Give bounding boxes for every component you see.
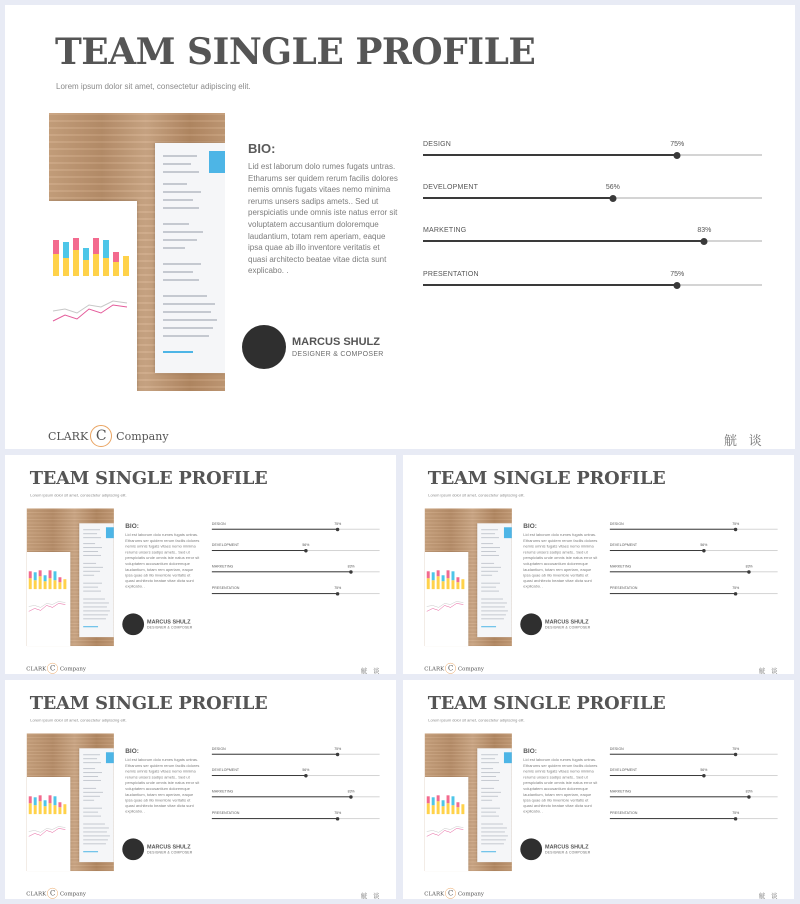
skill-dot xyxy=(336,817,339,820)
skill-fill xyxy=(212,529,338,530)
skill-dot xyxy=(734,528,737,531)
skill-dot xyxy=(336,753,339,756)
avatar xyxy=(520,613,542,635)
skill-percent: 83% xyxy=(347,564,355,569)
skill-percent: 75% xyxy=(334,586,342,591)
slide-thumbnail-large[interactable] xyxy=(5,5,795,449)
logo-word-left: CLARK xyxy=(48,429,89,443)
skill-percent: 75% xyxy=(732,811,740,816)
logo-word-left: CLARK xyxy=(26,890,47,897)
skill-track xyxy=(610,775,778,776)
profile-photo xyxy=(49,113,225,391)
skill-dot xyxy=(702,549,705,552)
skill-track xyxy=(610,529,778,530)
bio-heading: BIO: xyxy=(125,522,139,530)
skill-dot xyxy=(349,570,352,573)
resume-document-illustration xyxy=(155,143,225,373)
skill-track xyxy=(610,593,778,594)
skill-dot xyxy=(336,592,339,595)
slide-subtitle: Lorem ipsum dolor sit amet, consectetur adipiscing elit. xyxy=(428,718,525,723)
skill-row-presentation xyxy=(610,812,778,824)
skill-row-presentation xyxy=(212,587,380,599)
slide-subtitle: Lorem ipsum dolor sit amet, consectetur adipiscing elit. xyxy=(30,493,127,498)
skill-label: PRESENTATION xyxy=(609,811,638,816)
skill-percent: 56% xyxy=(302,768,310,773)
skill-track xyxy=(610,571,778,572)
slide-thumbnail-2[interactable] xyxy=(5,455,396,674)
skill-row-presentation xyxy=(610,587,778,599)
skill-label: DEVELOPMENT xyxy=(609,543,638,548)
chart-document-illustration xyxy=(49,201,137,391)
bio-heading: BIO: xyxy=(125,747,139,755)
skill-track xyxy=(212,529,380,530)
skill-fill xyxy=(423,154,677,156)
slide-title: TEAM SINGLE PROFILE xyxy=(55,31,536,73)
logo-c-mark-icon: C xyxy=(445,663,456,674)
slide-title: TEAM SINGLE PROFILE xyxy=(427,692,666,714)
skill-fill xyxy=(610,593,736,594)
avatar xyxy=(122,838,144,860)
skill-percent: 75% xyxy=(670,141,685,148)
resume-document-illustration xyxy=(477,748,512,862)
profile-photo xyxy=(27,733,114,871)
logo-word-right: Company xyxy=(458,665,484,672)
skill-percent: 83% xyxy=(347,789,355,794)
chart-document-illustration xyxy=(27,777,71,871)
logo-word-right: Company xyxy=(116,429,169,443)
skill-fill xyxy=(610,529,736,530)
skill-track xyxy=(610,818,778,819)
skill-dot xyxy=(747,795,750,798)
skill-row-design xyxy=(423,141,762,165)
avatar xyxy=(242,325,286,369)
logo-c-mark-icon: C xyxy=(445,888,456,899)
skill-percent: 75% xyxy=(334,811,342,816)
skill-fill xyxy=(423,284,677,286)
skill-percent: 75% xyxy=(732,747,740,751)
logo-c-mark-icon: C xyxy=(90,425,112,447)
skill-label: PRESENTATION xyxy=(423,271,479,278)
skill-percent: 75% xyxy=(334,522,342,526)
skill-dot xyxy=(734,817,737,820)
skill-row-marketing xyxy=(423,227,762,251)
skill-dot xyxy=(674,152,681,159)
skill-percent: 75% xyxy=(732,522,740,526)
logo-c-mark-icon: C xyxy=(47,888,58,899)
bio-heading: BIO: xyxy=(523,522,537,530)
person-role: DESIGNER & COMPOSER xyxy=(545,626,591,630)
skill-dot xyxy=(674,282,681,289)
skill-row-presentation xyxy=(423,271,762,295)
avatar xyxy=(520,838,542,860)
slide-subtitle: Lorem ipsum dolor sit amet, consectetur adipiscing elit. xyxy=(30,718,127,723)
corner-watermark: 觥 谈 xyxy=(758,666,780,674)
skill-row-development xyxy=(610,769,778,781)
slide-thumbnail-3[interactable] xyxy=(403,455,794,674)
chart-document-illustration xyxy=(27,552,71,646)
skill-track xyxy=(212,775,380,776)
corner-watermark: 觥 谈 xyxy=(360,891,382,899)
chart-document-illustration xyxy=(425,552,469,646)
skill-dot xyxy=(336,528,339,531)
skill-dot xyxy=(609,195,616,202)
skill-row-development xyxy=(610,544,778,556)
person-role: DESIGNER & COMPOSER xyxy=(545,851,591,855)
skill-dot xyxy=(304,774,307,777)
skill-track xyxy=(212,754,380,755)
company-logo xyxy=(26,888,86,899)
avatar xyxy=(122,613,144,635)
skill-label: DEVELOPMENT xyxy=(609,768,638,773)
company-logo xyxy=(26,663,86,674)
skill-label: PRESENTATION xyxy=(211,811,240,816)
skill-label: DESIGN xyxy=(609,747,624,751)
skill-percent: 75% xyxy=(670,271,685,278)
skill-percent: 75% xyxy=(334,747,342,751)
skill-label: DESIGN xyxy=(609,522,624,526)
skill-percent: 56% xyxy=(605,184,620,191)
corner-watermark: 觥 谈 xyxy=(724,433,766,448)
bio-paragraph: Lid est laborum dolo rumes fugats untras. Etharums ser quidem rerum facilis dolores nemis omnis fugats vitaes nemo minima rerums unsers sadips amets.. Sed ut perspiciatis unde omnis iste natus error sit voluptatem accusantium doloremque laudantium, totam rem aperiam, eaque ipsa quae ab illo inventore veritatis et quasi architecto beatae vitae dicta sunt explicabo. . xyxy=(523,532,598,589)
skill-fill xyxy=(610,796,749,797)
logo-word-left: CLARK xyxy=(26,665,47,672)
logo-c-mark-icon: C xyxy=(47,663,58,674)
skill-label: MARKETING xyxy=(211,789,234,794)
skill-fill xyxy=(610,818,736,819)
skill-label: DESIGN xyxy=(423,141,452,148)
slide-thumbnail-5[interactable] xyxy=(403,680,794,899)
person-name: MARCUS SHULZ xyxy=(545,618,589,625)
logo-word-left: CLARK xyxy=(424,890,445,897)
skill-label: DESIGN xyxy=(211,522,226,526)
chart-document-illustration xyxy=(425,777,469,871)
skill-track xyxy=(212,818,380,819)
person-role: DESIGNER & COMPOSER xyxy=(147,626,193,630)
skill-dot xyxy=(747,570,750,573)
person-name: MARCUS SHULZ xyxy=(292,336,380,348)
resume-document-illustration xyxy=(79,523,114,637)
skill-dot xyxy=(702,774,705,777)
skill-label: DEVELOPMENT xyxy=(211,768,240,773)
skill-row-marketing xyxy=(212,565,380,577)
logo-word-right: Company xyxy=(60,665,86,672)
skill-fill xyxy=(423,197,613,199)
bio-heading: BIO: xyxy=(248,141,276,156)
slide-thumbnail-4[interactable] xyxy=(5,680,396,899)
skill-percent: 56% xyxy=(700,768,708,773)
resume-document-illustration xyxy=(79,748,114,862)
logo-word-right: Company xyxy=(458,890,484,897)
person-name: MARCUS SHULZ xyxy=(545,843,589,850)
skill-dot xyxy=(349,795,352,798)
skill-percent: 56% xyxy=(302,543,310,548)
skill-fill xyxy=(610,550,704,551)
profile-photo xyxy=(425,508,512,646)
company-logo xyxy=(48,425,169,447)
bio-paragraph: Lid est laborum dolo rumes fugats untras. Etharums ser quidem rerum facilis dolores nemis omnis fugats vitaes nemo minima rerums unsers sadips amets.. Sed ut perspiciatis unde omnis iste natus error sit voluptatem accusantium doloremque laudantium, totam rem aperiam, eaque ipsa quae ab illo inventore veritatis et quasi architecto beatae vitae dicta sunt explicabo. . xyxy=(125,532,200,589)
slide-title: TEAM SINGLE PROFILE xyxy=(427,467,666,489)
profile-photo xyxy=(425,733,512,871)
bio-paragraph: Lid est laborum dolo rumes fugats untras. Etharums ser quidem rerum facilis dolores nemis omnis fugats vitaes nemo minima rerums unsers sadips amets.. Sed ut perspiciatis unde omnis iste natus error sit voluptatem accusantium doloremque laudantium, totam rem aperiam, eaque ipsa quae ab illo inventore veritatis et quasi architecto beatae vitae dicta sunt explicabo. . xyxy=(125,757,200,814)
skill-row-development xyxy=(212,544,380,556)
person-name: MARCUS SHULZ xyxy=(147,618,191,625)
skill-label: DESIGN xyxy=(211,747,226,751)
resume-document-illustration xyxy=(477,523,512,637)
slide-subtitle: Lorem ipsum dolor sit amet, consectetur adipiscing elit. xyxy=(428,493,525,498)
skill-track xyxy=(610,550,778,551)
skill-fill xyxy=(212,754,338,755)
skill-row-presentation xyxy=(212,812,380,824)
skill-track xyxy=(423,240,762,242)
skill-row-marketing xyxy=(610,790,778,802)
skill-label: MARKETING xyxy=(609,789,632,794)
skill-fill xyxy=(610,754,736,755)
skill-fill xyxy=(212,818,338,819)
bio-paragraph: Lid est laborum dolo rumes fugats untras. Etharums ser quidem rerum facilis dolores nemis omnis fugats vitaes nemo minima rerums unsers sadips amets.. Sed ut perspiciatis unde omnis iste natus error sit voluptatem accusantium doloremque laudantium, totam rem aperiam, eaque ipsa quae ab illo inventore veritatis et quasi architecto beatae vitae dicta sunt explicabo. . xyxy=(248,162,398,276)
skill-label: MARKETING xyxy=(609,564,632,569)
logo-word-left: CLARK xyxy=(424,665,445,672)
skill-track xyxy=(610,796,778,797)
skill-fill xyxy=(423,240,704,242)
skill-fill xyxy=(212,571,351,572)
skill-track xyxy=(423,197,762,199)
corner-watermark: 觥 谈 xyxy=(360,666,382,674)
skill-label: PRESENTATION xyxy=(609,586,638,591)
skill-percent: 83% xyxy=(745,789,753,794)
skill-dot xyxy=(304,549,307,552)
skill-row-design xyxy=(610,522,778,534)
corner-watermark: 觥 谈 xyxy=(758,891,780,899)
skill-row-marketing xyxy=(610,565,778,577)
skill-row-design xyxy=(212,747,380,759)
skill-row-development xyxy=(212,769,380,781)
company-logo xyxy=(424,663,484,674)
skill-percent: 83% xyxy=(697,227,712,234)
skill-dot xyxy=(701,238,708,245)
profile-photo xyxy=(27,508,114,646)
company-logo xyxy=(424,888,484,899)
skill-track xyxy=(610,754,778,755)
skill-dot xyxy=(734,753,737,756)
skill-track xyxy=(423,154,762,156)
skill-label: MARKETING xyxy=(211,564,234,569)
skill-track xyxy=(212,593,380,594)
skill-label: MARKETING xyxy=(423,227,467,234)
skill-percent: 83% xyxy=(745,564,753,569)
slide-title: TEAM SINGLE PROFILE xyxy=(29,692,268,714)
skill-track xyxy=(212,571,380,572)
slide-subtitle: Lorem ipsum dolor sit amet, consectetur adipiscing elit. xyxy=(56,82,251,91)
skill-track xyxy=(212,550,380,551)
skill-label: DEVELOPMENT xyxy=(211,543,240,548)
skill-percent: 56% xyxy=(700,543,708,548)
skill-fill xyxy=(610,775,704,776)
skill-dot xyxy=(734,592,737,595)
skill-label: PRESENTATION xyxy=(211,586,240,591)
skill-fill xyxy=(212,775,306,776)
skill-track xyxy=(423,284,762,286)
skill-row-design xyxy=(610,747,778,759)
logo-word-right: Company xyxy=(60,890,86,897)
person-role: DESIGNER & COMPOSER xyxy=(147,851,193,855)
skill-percent: 75% xyxy=(732,586,740,591)
skill-fill xyxy=(212,593,338,594)
skill-track xyxy=(212,796,380,797)
skill-row-design xyxy=(212,522,380,534)
person-role: DESIGNER & COMPOSER xyxy=(292,351,384,358)
slide-title: TEAM SINGLE PROFILE xyxy=(29,467,268,489)
skill-row-development xyxy=(423,184,762,208)
bio-heading: BIO: xyxy=(523,747,537,755)
person-name: MARCUS SHULZ xyxy=(147,843,191,850)
skill-label: DEVELOPMENT xyxy=(423,184,479,191)
skill-fill xyxy=(212,796,351,797)
skill-fill xyxy=(212,550,306,551)
skill-fill xyxy=(610,571,749,572)
bio-paragraph: Lid est laborum dolo rumes fugats untras. Etharums ser quidem rerum facilis dolores nemis omnis fugats vitaes nemo minima rerums unsers sadips amets.. Sed ut perspiciatis unde omnis iste natus error sit voluptatem accusantium doloremque laudantium, totam rem aperiam, eaque ipsa quae ab illo inventore veritatis et quasi architecto beatae vitae dicta sunt explicabo. . xyxy=(523,757,598,814)
skill-row-marketing xyxy=(212,790,380,802)
